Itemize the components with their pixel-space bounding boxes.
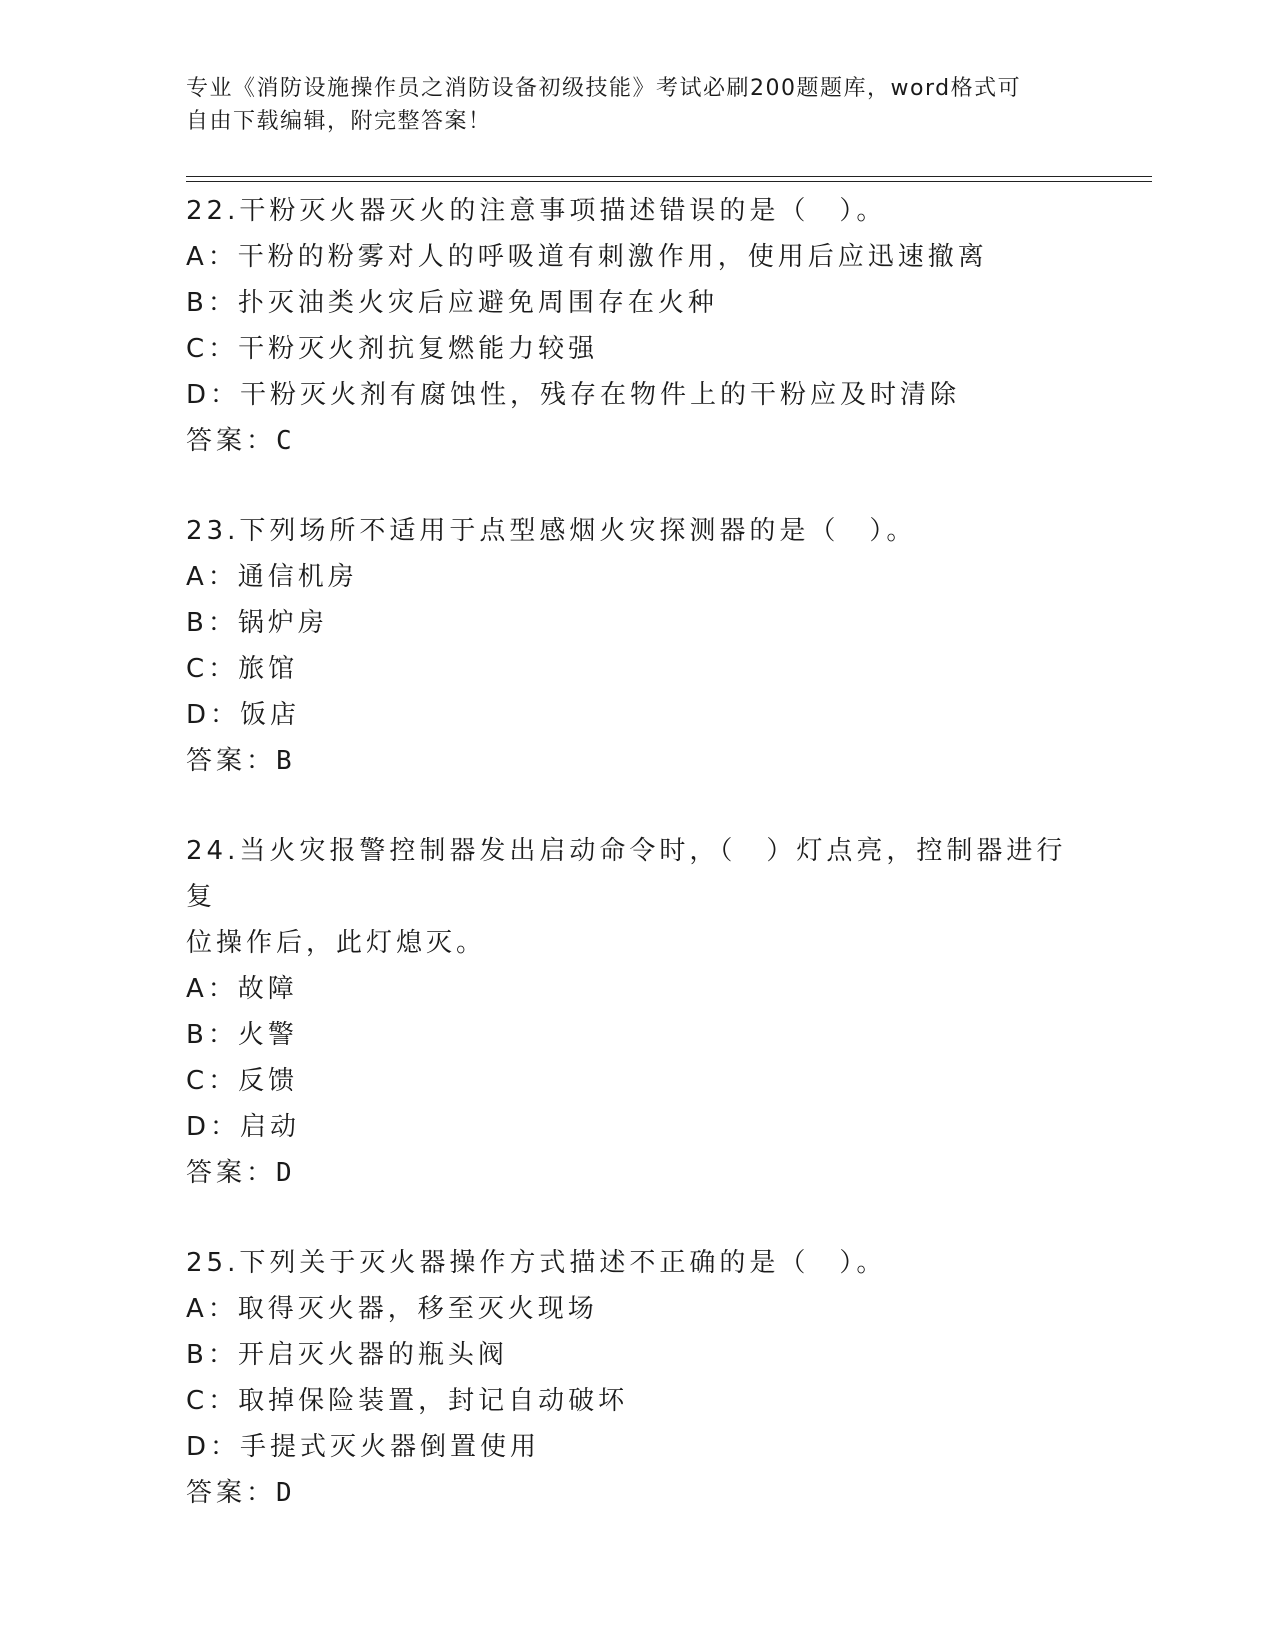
answer-line (186, 1150, 1086, 1196)
option-d: D：饭店 (186, 700, 301, 730)
answer-value: B (276, 746, 292, 776)
header-divider-top (186, 176, 1152, 177)
question-stem-line: 23.下列场所不适用于点型感烟火灾探测器的是（ ）。 (186, 516, 917, 546)
option-b: B：锅炉房 (186, 608, 328, 638)
question-25 (186, 1240, 1086, 1516)
answer-label: 答案： (186, 426, 277, 456)
option-a: A：通信机房 (186, 562, 358, 592)
option-d: D：干粉灭火剂有腐蚀性，残存在物件上的干粉应及时清除 (186, 380, 961, 410)
question-stem (186, 828, 1086, 966)
answer-label: 答案： (186, 1478, 277, 1508)
option-c: C：旅馆 (186, 654, 299, 684)
answer-line (186, 738, 1086, 784)
option-a: A：取得灭火器，移至灭火现场 (186, 1294, 598, 1324)
option-a: A：故障 (186, 974, 298, 1004)
question-list (186, 188, 1086, 1560)
question-stem (186, 1240, 1086, 1286)
option-d: D：启动 (186, 1112, 301, 1142)
option-c: C：干粉灭火剂抗复燃能力较强 (186, 334, 599, 364)
answer-line (186, 418, 1086, 464)
option-b: B：开启灭火器的瓶头阀 (186, 1340, 508, 1370)
question-23 (186, 508, 1086, 784)
question-24 (186, 828, 1086, 1196)
option-c: C：取掉保险装置，封记自动破坏 (186, 1386, 629, 1416)
question-stem-line: 22.干粉灭火器灭火的注意事项描述错误的是（ ）。 (186, 196, 887, 226)
option-a: A：干粉的粉雾对人的呼吸道有刺激作用，使用后应迅速撤离 (186, 242, 988, 272)
document-header (186, 72, 1086, 138)
option-c: C：反馈 (186, 1066, 299, 1096)
header-line-2: 自由下载编辑，附完整答案！ (186, 109, 492, 134)
answer-value: C (276, 426, 292, 456)
question-stem-line: 24.当火灾报警控制器发出启动命令时，（ ）灯点亮，控制器进行复 (186, 836, 1067, 912)
question-stem-line: 25.下列关于灭火器操作方式描述不正确的是（ ）。 (186, 1248, 887, 1278)
header-line-1: 专业《消防设施操作员之消防设备初级技能》考试必刷200题题库，word格式可 (186, 76, 1022, 101)
question-stem (186, 508, 1086, 554)
header-divider-bottom (186, 181, 1152, 182)
question-22 (186, 188, 1086, 464)
option-d: D：手提式灭火器倒置使用 (186, 1432, 541, 1462)
option-b: B：火警 (186, 1020, 298, 1050)
option-b: B：扑灭油类火灾后应避免周围存在火种 (186, 288, 718, 318)
question-stem (186, 188, 1086, 234)
answer-line (186, 1470, 1086, 1516)
answer-value: D (276, 1478, 292, 1508)
question-stem-line: 位操作后，此灯熄灭。 (186, 928, 487, 958)
answer-label: 答案： (186, 1158, 277, 1188)
answer-value: D (276, 1158, 292, 1188)
answer-label: 答案： (186, 746, 277, 776)
